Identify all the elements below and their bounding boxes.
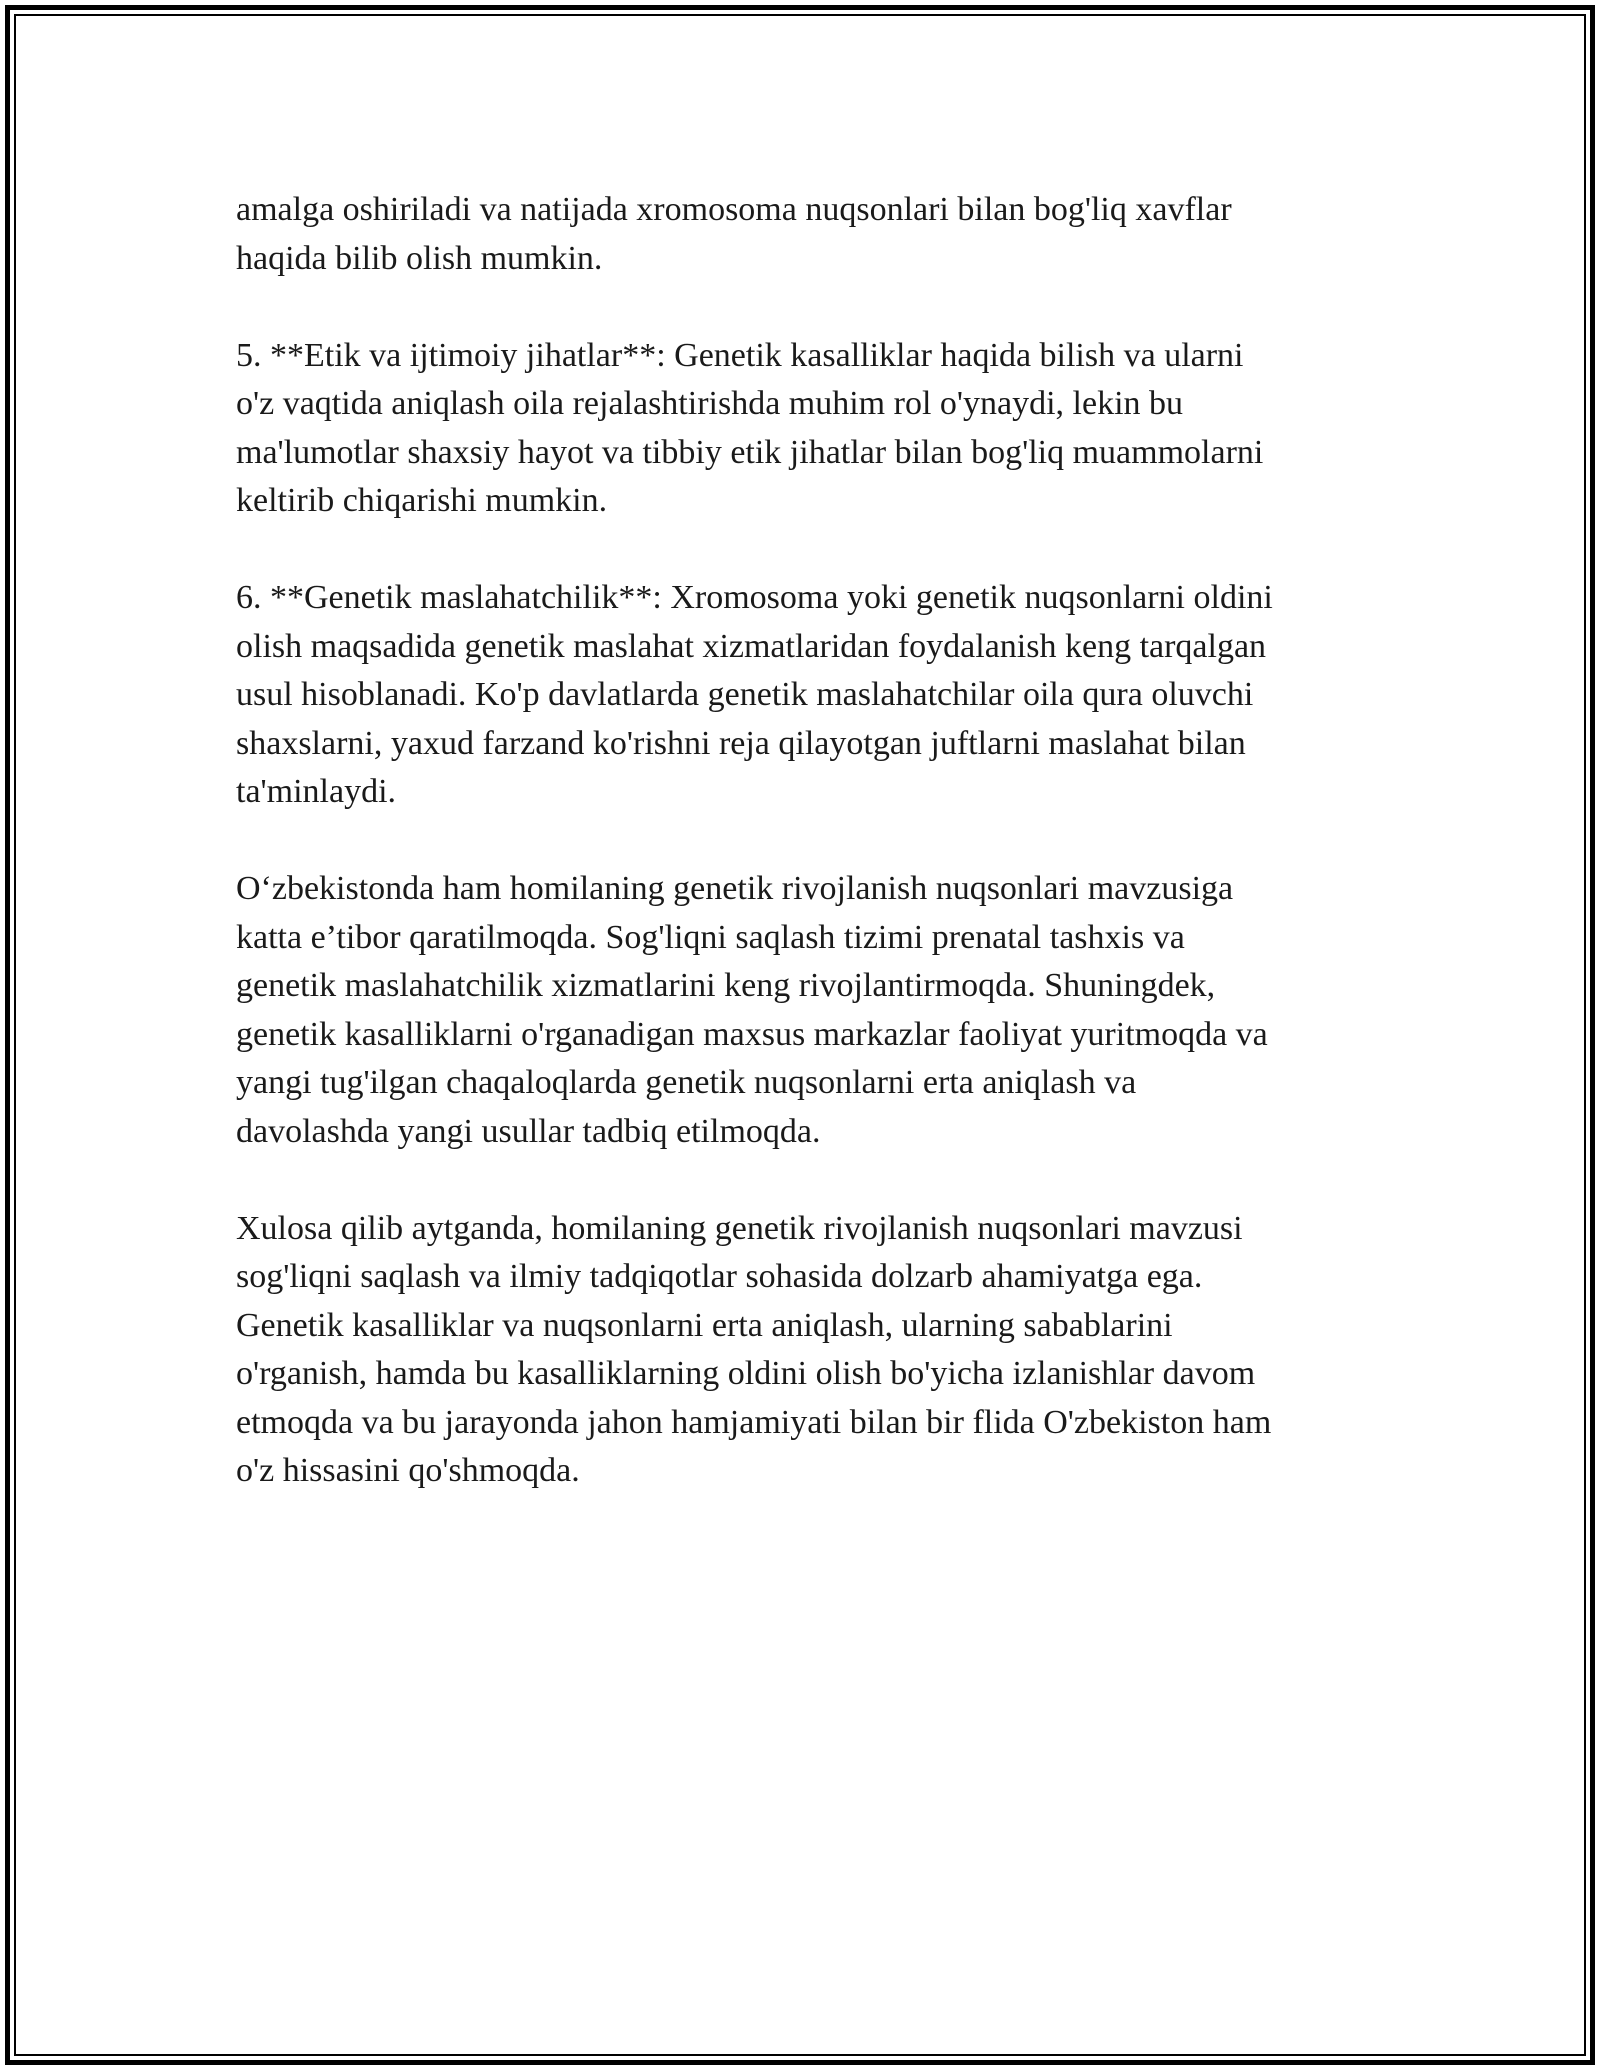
text-line: o'rganish, hamda bu kasalliklarning oldini olish bo'yicha izlanishlar davom <box>236 1355 1256 1392</box>
paragraph-conclusion <box>236 1205 1376 1496</box>
text-line: yangi tug'ilgan chaqaloqlarda genetik nuqsonlarni erta aniqlash va <box>236 1064 1137 1101</box>
paragraph-item-6 <box>236 574 1376 817</box>
text-line: 5. **Etik va ijtimoiy jihatlar**: Genetik kasalliklar haqida bilish va ularni <box>236 336 1244 374</box>
text-line: usul hisoblanadi. Ko'p davlatlarda genetik maslahatchilar oila qura oluvchi <box>236 676 1254 713</box>
text-line: genetik kasalliklarni o'rganadigan maxsus markazlar faoliyat yuritmoqda va <box>236 1015 1268 1053</box>
text-line: sog'liqni saqlash va ilmiy tadqiqotlar sohasida dolzarb ahamiyatga ega. <box>236 1258 1203 1295</box>
paragraph-item-5 <box>236 332 1376 526</box>
document-body <box>236 186 1376 1496</box>
text-line: haqida bilib olish mumkin. <box>236 239 603 277</box>
text-line: keltirib chiqarishi mumkin. <box>236 482 608 519</box>
paragraph-uzbekistan <box>236 865 1376 1156</box>
text-line: O‘zbekistonda ham homilaning genetik rivojlanish nuqsonlari mavzusiga <box>236 870 1234 907</box>
text-line: 6. **Genetik maslahatchilik**: Xromosoma yoki genetik nuqsonlarni oldini <box>236 579 1273 616</box>
paragraph-continuation <box>236 186 1376 283</box>
text-line: amalga oshiriladi va natijada xromosoma nuqsonlari bilan bog'liq xavflar <box>236 191 1232 228</box>
text-line: olish maqsadida genetik maslahat xizmatlaridan foydalanish keng tarqalgan <box>236 627 1267 665</box>
text-line: genetik maslahatchilik xizmatlarini keng rivojlantirmoqda. Shuningdek, <box>236 967 1216 1004</box>
text-line: ma'lumotlar shaxsiy hayot va tibbiy etik jihatlar bilan bog'liq muammolarni <box>236 433 1264 471</box>
text-line: katta e’tibor qaratilmoqda. Sog'liqni saqlash tizimi prenatal tashxis va <box>236 918 1185 956</box>
text-line: Xulosa qilib aytganda, homilaning genetik rivojlanish nuqsonlari mavzusi <box>236 1209 1243 1247</box>
text-line: Genetik kasalliklar va nuqsonlarni erta aniqlash, ularning sabablarini <box>236 1306 1173 1344</box>
text-line: ta'minlaydi. <box>236 773 397 810</box>
text-line: shaxslarni, yaxud farzand ko'rishni reja qilayotgan juftlarni maslahat bilan <box>236 724 1246 762</box>
text-line: etmoqda va bu jarayonda jahon hamjamiyati bilan bir flida O'zbekiston ham <box>236 1403 1272 1441</box>
text-line: davolashda yangi usullar tadbiq etilmoqda. <box>236 1112 821 1150</box>
text-line: o'z vaqtida aniqlash oila rejalashtirishda muhim rol o'ynaydi, lekin bu <box>236 385 1184 422</box>
text-line: o'z hissasini qo'shmoqda. <box>236 1452 580 1489</box>
